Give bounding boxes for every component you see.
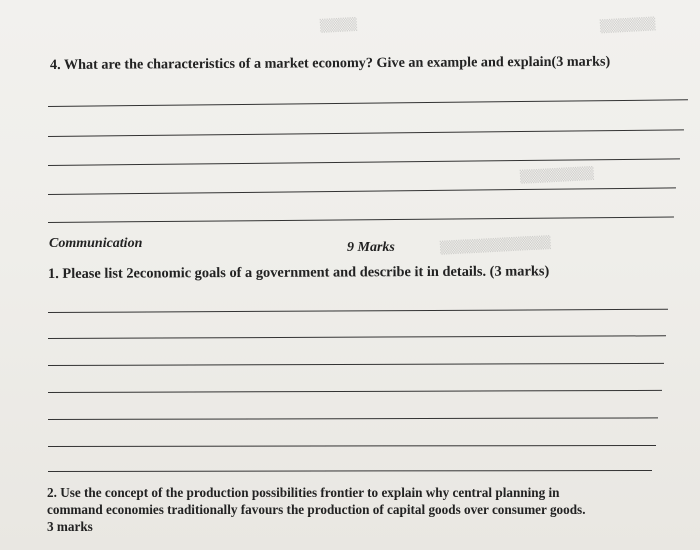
bleed-through-mark: ▒▒▒▒ [319,17,358,33]
answer-line[interactable] [48,99,688,107]
question-1-prompt: 1. Please list 2economic goals of a government and describe it in details. (3 marks) [47,263,550,282]
answer-line[interactable] [48,217,674,223]
answer-line[interactable] [48,129,684,137]
question-2-prompt-line-2: command economies traditionally favours the production of capital goods over consumer goods. [47,502,586,517]
question-2-prompt-line-1: 2. Use the concept of the production possibilities frontier to explain why central planning in [47,485,560,500]
answer-line[interactable] [48,470,652,472]
answer-line[interactable] [48,158,680,166]
answer-line[interactable] [48,187,676,195]
answer-line[interactable] [48,445,656,447]
section-title: Communication [49,236,143,251]
answer-line[interactable] [48,417,658,420]
answer-line[interactable] [48,363,664,366]
bleed-through-mark: ▒▒▒▒▒▒▒▒ [519,166,595,184]
section-marks: 9 Marks [347,240,395,255]
answer-line[interactable] [48,309,668,313]
bleed-through-mark: ▒▒▒▒▒▒▒▒▒▒▒▒ [439,235,552,255]
answer-line[interactable] [48,335,666,339]
question-4-prompt: 4. What are the characteristics of a market economy? Give an example and explain(3 marks) [49,53,611,73]
answer-line[interactable] [48,390,662,393]
question-2-prompt-line-3: 3 marks [47,519,93,534]
bleed-through-mark: ▒▒▒▒▒▒ [599,16,656,34]
